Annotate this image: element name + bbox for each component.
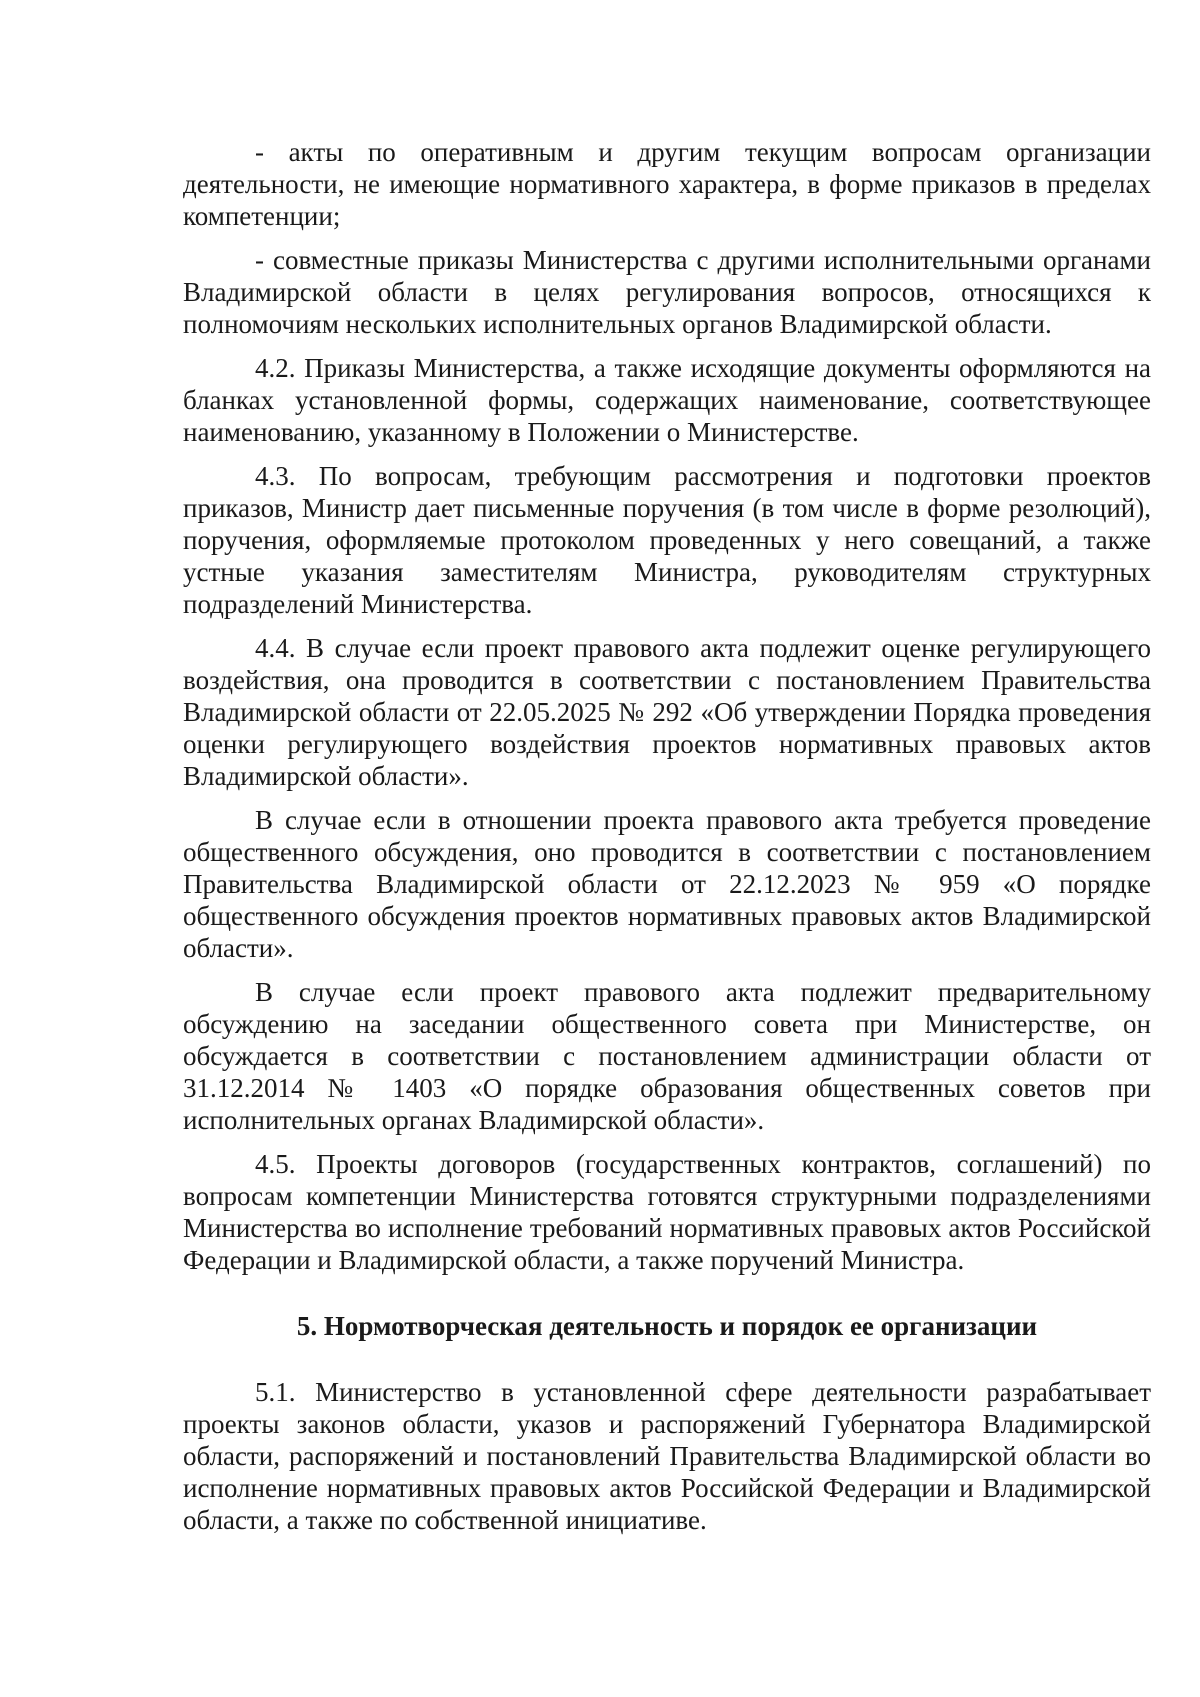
paragraph-acts-operational: - акты по оперативным и другим текущим вопросам организации деятельности, не имеющие нормативного характера, в форме приказов в пределах компетенции; <box>183 137 1151 231</box>
paragraph-public-discussion: В случае если в отношении проекта правового акта требуется проведение общественного обсуждения, оно проводится в соответствии с постановлением Правительства Владимирской области от 22.12.2023 № 959 «О порядке общественного обсуждения проектов нормативных правовых актов Владимирской области». <box>183 805 1151 963</box>
paragraph-public-council: В случае если проект правового акта подлежит предварительному обсуждению на заседании общественного совета при Министерстве, он обсуждается в соответствии с постановлением администрации области от 31.12.2014 № 1403 «О порядке образования общественных советов при исполнительных органах Владимирской области». <box>183 977 1151 1135</box>
paragraph-4-5: 4.5. Проекты договоров (государственных контрактов, соглашений) по вопросам компетенции Министерства готовятся структурными подразделениями Министерства во исполнение требований нормативных правовых актов Российской Федерации и Владимирской области, а также поручений Министра. <box>183 1149 1151 1275</box>
document-page <box>183 136 1151 1548</box>
paragraph-5-1: 5.1. Министерство в установленной сфере деятельности разрабатывает проекты законов области, указов и распоряжений Губернатора Владимирской области, распоряжений и постановлений Правительства Владимирской области во исполнение нормативных правовых актов Российской Федерации и Владимирской области, а также по собственной инициативе. <box>183 1377 1151 1535</box>
paragraph-4-4: 4.4. В случае если проект правового акта подлежит оценке регулирующего воздействия, она проводится в соответствии с постановлением Правительства Владимирской области от 22.05.2025 № 292 «Об утверждении Порядка проведения оценки регулирующего воздействия проектов нормативных правовых актов Владимирской области». <box>183 633 1151 791</box>
paragraph-4-3: 4.3. По вопросам, требующим рассмотрения и подготовки проектов приказов, Министр дает письменные поручения (в том числе в форме резолюций), поручения, оформляемые протоколом проведенных у него совещаний, а также устные указания заместителям Министра, руководителям структурных подразделений Министерства. <box>183 461 1151 619</box>
section-heading-5: 5. Нормотворческая деятельность и порядок ее организации <box>296 1311 1038 1341</box>
paragraph-joint-orders: - совместные приказы Министерства с другими исполнительными органами Владимирской области в целях регулирования вопросов, относящихся к полномочиям нескольких исполнительных органов Владимирской области. <box>183 245 1151 339</box>
paragraph-4-2: 4.2. Приказы Министерства, а также исходящие документы оформляются на бланках установленной формы, содержащих наименование, соответствующее наименованию, указанному в Положении о Министерстве. <box>183 353 1151 447</box>
